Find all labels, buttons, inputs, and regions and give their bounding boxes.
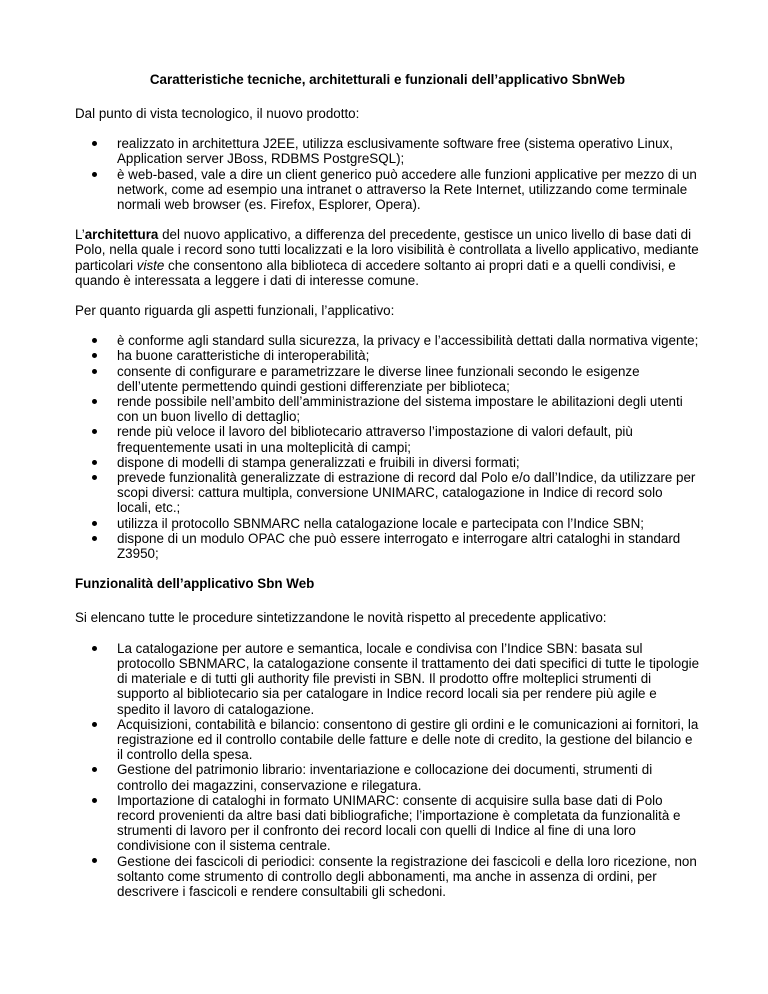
- tech-intro: Dal punto di vista tecnologico, il nuovo prodotto:: [75, 106, 360, 121]
- list-item: è conforme agli standard sulla sicurezza, la privacy e l’accessibilità dettati dalla normativa vigente;: [75, 333, 700, 348]
- list-item: Importazione di cataloghi in formato UNIMARC: consente di acquisire sulla base dati di Polo record provenienti da altre basi dati bibliografiche; l’importazione è completata da funzionalità e strumenti di lavoro per il confronto dei record locali con quelli di Indice al fine di una loro condivisione con il sistema centrale.: [75, 793, 700, 854]
- bullet-icon: [89, 394, 99, 409]
- list-item: rende possibile nell’ambito dell’amministrazione del sistema impostare le abilitazioni degli utenti con un buon livello di dettaglio;: [75, 394, 700, 424]
- section-heading: Funzionalità dell’applicativo Sbn Web: [75, 576, 315, 592]
- viste-keyword: viste: [136, 257, 165, 273]
- bullet-icon: [89, 348, 99, 363]
- functional-intro: Per quanto riguarda gli aspetti funzionali, l’applicativo:: [75, 303, 395, 319]
- list-item: dispone di un modulo OPAC che può essere interrogato e interrogare altri cataloghi in standard Z3950;: [75, 531, 700, 561]
- list-item: La catalogazione per autore e semantica, locale e condivisa con l’Indice SBN: basata sul protocollo SBNMARC, la catalogazione consente il trattamento dei dati specifici di tutte le tipologie di materiale e di tutti gli authority file previsti in SBN. Il prodotto offre molteplici strumenti di supporto al bibliotecario sia per catalogare in Indice record locali sia per rendere più agile e spedito il lavoro di catalogazione.: [75, 641, 700, 717]
- bullet-icon: [89, 136, 99, 151]
- bullet-icon: [89, 854, 99, 869]
- bullet-icon: [89, 531, 99, 546]
- document-page: [75, 72, 700, 899]
- bullet-icon: [89, 470, 99, 485]
- architecture-paragraph: L’architettura del nuovo applicativo, a differenza del precedente, gestisce un unico livello di base dati di Polo, nella quale i record sono tutti localizzati e la loro visibilità è controllata a livello applicativo, mediante particolari viste che consentono alla biblioteca di accedere soltanto ai propri dati e a quelli condivisi, e quando è interessata a leggere i dati di interesse comune.: [75, 227, 699, 288]
- list-item: ha buone caratteristiche di interoperabilità;: [75, 348, 700, 363]
- list-item: Gestione del patrimonio librario: inventariazione e collocazione dei documenti, strumenti di controllo dei magazzini, conservazione e rilegatura.: [75, 762, 700, 792]
- bullet-icon: [89, 793, 99, 808]
- bullet-icon: [89, 516, 99, 531]
- list-item: Acquisizioni, contabilità e bilancio: consentono di gestire gli ordini e le comunicazioni ai fornitori, la registrazione ed il controllo contabile delle fatture e delle note di credito, la gestione del bilancio e il controllo della spesa.: [75, 717, 700, 763]
- list-item: è web-based, vale a dire un client generico può accedere alle funzioni applicative per mezzo di un network, come ad esempio una intranet o attraverso la Rete Internet, utilizzando come terminale normali web browser (es. Firefox, Esplorer, Opera).: [75, 167, 700, 213]
- functional-list: [75, 333, 700, 561]
- list-item: prevede funzionalità generalizzate di estrazione di record dal Polo e/o dall’Indice, da utilizzare per scopi diversi: cattura multipla, conversione UNIMARC, catalogazione in Indice di record solo locali, etc.;: [75, 470, 700, 516]
- procedures-intro: Si elencano tutte le procedure sintetizzandone le novità rispetto al precedente applicativo:: [75, 610, 607, 626]
- list-item: consente di configurare e parametrizzare le diverse linee funzionali secondo le esigenze dell’utente permettendo quindi gestioni differenziate per biblioteca;: [75, 364, 700, 394]
- tech-list: [75, 136, 700, 212]
- document-title: Caratteristiche tecniche, architetturali e funzionali dell’applicativo SbnWeb: [149, 72, 626, 87]
- bullet-icon: [89, 167, 99, 182]
- procedures-list: [75, 641, 700, 899]
- list-item: utilizza il protocollo SBNMARC nella catalogazione locale e partecipata con l’Indice SBN;: [75, 516, 700, 531]
- bullet-icon: [89, 424, 99, 439]
- architecture-keyword: architettura: [84, 227, 159, 243]
- bullet-icon: [89, 762, 99, 777]
- list-item: dispone di modelli di stampa generalizzati e fruibili in diversi formati;: [75, 455, 700, 470]
- bullet-icon: [89, 717, 99, 732]
- bullet-icon: [89, 364, 99, 379]
- list-item: Gestione dei fascicoli di periodici: consente la registrazione dei fascicoli e della loro ricezione, non soltanto come strumento di controllo degli abbonamenti, ma anche in assenza di ordini, per descrivere i fascicoli e rendere consultabili gli schedoni.: [75, 854, 700, 900]
- bullet-icon: [89, 641, 99, 656]
- list-item: realizzato in architettura J2EE, utilizza esclusivamente software free (sistema operativo Linux, Application server JBoss, RDBMS PostgreSQL);: [75, 136, 700, 166]
- bullet-icon: [89, 333, 99, 348]
- list-item: rende più veloce il lavoro del bibliotecario attraverso l’impostazione di valori default, più frequentemente usati in una molteplicità di campi;: [75, 424, 700, 454]
- bullet-icon: [89, 455, 99, 470]
